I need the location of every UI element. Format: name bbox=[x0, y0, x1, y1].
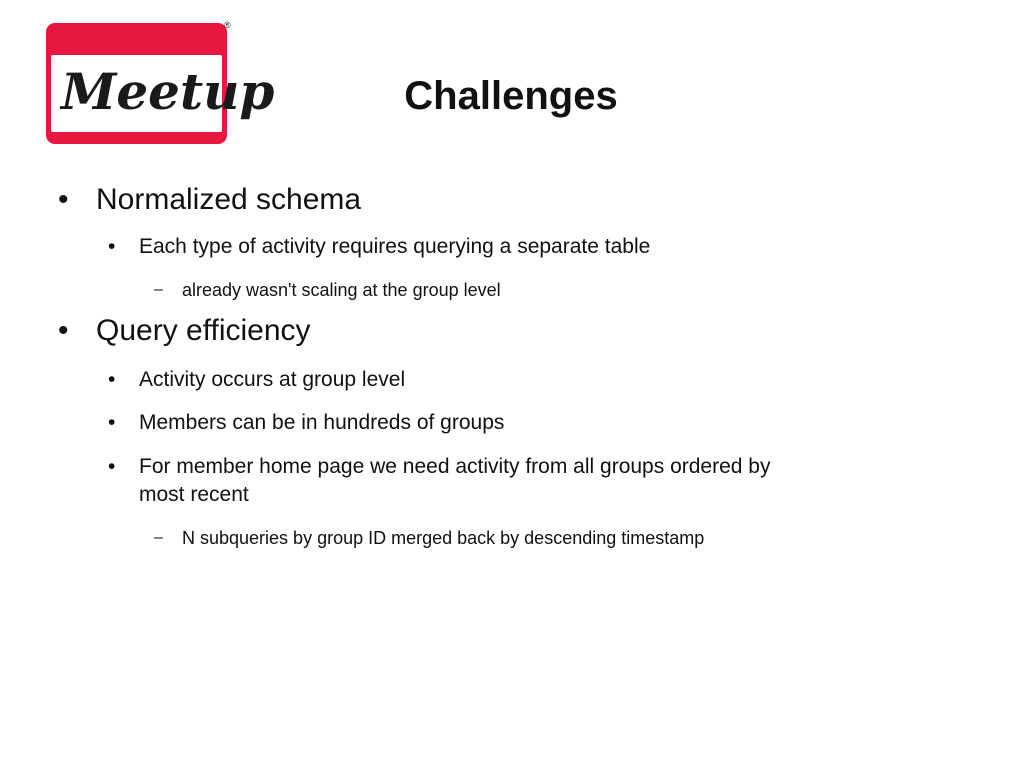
bullet-normalized-schema: Normalized schema bbox=[96, 183, 362, 216]
sub-bullet-marker: • bbox=[108, 235, 116, 258]
sub-bullet-marker: • bbox=[108, 411, 116, 434]
slide-title: Challenges bbox=[404, 74, 618, 118]
registered-trademark-icon: ® bbox=[224, 20, 231, 30]
dash-marker: – bbox=[154, 529, 163, 546]
sub-bullet-group-level: Activity occurs at group level bbox=[139, 368, 406, 391]
bullet-marker: • bbox=[58, 183, 69, 216]
sub-bullet-member-home-page-line2: most recent bbox=[139, 483, 249, 506]
logo-wordmark-graphic bbox=[51, 55, 275, 132]
logo-wordmark-text: Meetup bbox=[61, 62, 275, 121]
sub-bullet-separate-table: Each type of activity requires querying a separate table bbox=[139, 235, 651, 258]
sub-bullet-marker: • bbox=[108, 368, 116, 391]
bullet-query-efficiency: Query efficiency bbox=[96, 314, 311, 347]
sub-bullet-member-home-page-line1: For member home page we need activity from all groups ordered by bbox=[139, 455, 771, 478]
sub-sub-bullet-n-subqueries: N subqueries by group ID merged back by descending timestamp bbox=[182, 528, 705, 548]
sub-bullet-hundreds-of-groups: Members can be in hundreds of groups bbox=[139, 411, 505, 434]
sub-sub-bullet-not-scaling: already wasn't scaling at the group level bbox=[182, 280, 501, 300]
dash-marker: – bbox=[154, 281, 163, 298]
logo-name-tag-panel bbox=[51, 55, 275, 132]
bullet-marker: • bbox=[58, 314, 69, 347]
meetup-logo bbox=[46, 23, 275, 144]
sub-bullet-marker: • bbox=[108, 455, 116, 478]
